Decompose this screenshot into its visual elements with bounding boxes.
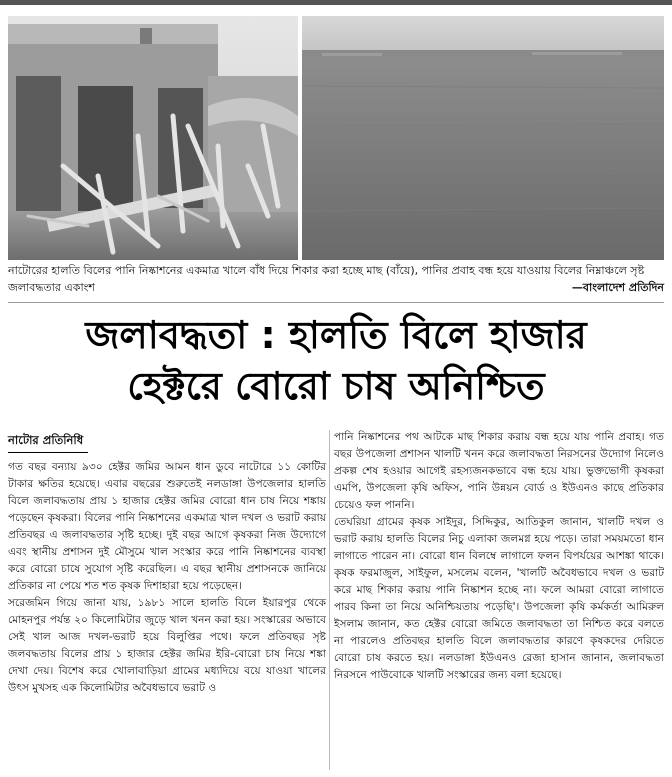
section-divider: [8, 302, 664, 303]
article-paragraph: গত বছর বন্যায় ৯৩০ হেক্টর জমির আমন ধান ডুবে নাটোরে ১১ কোটির টাকার ক্ষতির হয়েছে। এবার বছরের শুরুতেই নলডাঙ্গা উপজেলার হালতি বিলে জলাবদ্ধতায় প্রায় ১ হাজার হেক্টর জমির বোরো ধান চাষ নিয়ে শঙ্কায় পড়েছেন কৃষকরা। বিলের পানি নিষ্কাশনের একমাত্র খাল দখল ও ভরাট করায় প্রতিবছর এ জলাবদ্ধতার সৃষ্টি হচ্ছে। দুই বছর আগে কৃষকরা নিজ উদ্যোগে এবং স্থানীয় প্রশাসন দুই মৌসুমে খাল সংস্কার করে পানি নিষ্কাশনের ব্যবস্থা করে বোরো চাষে সুযোগ সৃষ্টি করেছিল। এ বছর স্থানীয় প্রশাসনকে জানিয়ে প্রতিকার না পেয়ে শত শত কৃষক দিশাহারা হয়ে পড়েছেন।: [8, 461, 326, 592]
headline: [8, 310, 664, 412]
article-column-right: [334, 429, 664, 684]
article-column-left: [8, 459, 326, 697]
flood-photo-illustration: [302, 16, 664, 260]
column-divider: [329, 430, 330, 770]
article-paragraph: তেঘরিয়া গ্রামের কৃষক সাইদুর, সিদ্দিকুর, আতিকুল জানান, খালটি দখল ও ভরাট করায় হালতি বিলের নিচু এলাকা জলমগ্ন হয়ে পড়ে। তারা সময়মতো ধান লাগাতে পারেন না। বোরো ধান বিলম্বে লাগালে ফলন বিপর্যয়ের আশঙ্কা থাকে। কৃষক ফরমাজুল, সাইফুল, মসলেম বলেন, 'খালটি অবৈধভাবে দখল ও ভরাট করে মাছ শিকার করায় পানি নিষ্কাশন হচ্ছে না। ফলে আমরা বোরো লাগাতে পারব কিনা তা নিয়ে অনিশ্চিয়তায় পড়েছি'। উপজেলা কৃষি কর্মকর্তা আমিরুল ইসলাম জানান, কত হেক্টর বোরো জমিতে জলাবদ্ধতা তা নিশ্চিত করে বলতে না পারলেও প্রতিবছর হালতি বিলে জলাবদ্ধতার কারণে কৃষকদের দেরিতে বোরো চাষ করতে হয়। নলডাঙ্গা ইউএনও রেজা হাসান জানান, জলাবদ্ধতা নিরসনে পাউবোকে খালটি সংস্কারের জন্য বলা হয়েছে।: [334, 516, 664, 681]
caption-text: নাটোরের হালতি বিলের পানি নিষ্কাশনের একমাত্র খালে বাঁধ দিয়ে শিকার করা হচ্ছে মাছ (বাঁয়ে), পানির প্রবাহ বন্ধ হয়ে যাওয়ায় বিলের নিম্নাঞ্চলে সৃষ্ট জলাবদ্ধতার একাংশ: [8, 264, 645, 294]
canal-photo-illustration: [8, 16, 298, 260]
top-rule: [0, 0, 672, 5]
headline-line-2: হেক্টরে বোরো চাষ অনিশ্চিত: [127, 364, 545, 408]
photo-credit: —বাংলাদেশ প্রতিদিন: [571, 281, 664, 294]
photo-canal-fishing: [8, 16, 298, 260]
article-paragraph: পানি নিষ্কাশনের পথ আটকে মাছ শিকার করায় বন্ধ হয়ে যায় পানি প্রবাহ। গত বছর উপজেলা প্রশাসন খালটি খনন করে জলাবদ্ধতা নিরসনের উদ্যোগ নিলেও প্রকল্প শেষ হওয়ার আগেই রহস্যজনকভাবে বন্ধ হয়ে যায়। ভুক্তভোগী কৃষকরা এমপি, উপজেলা কৃষি অফিস, পানি উন্নয়ন বোর্ড ও ইউএনও কাছে প্রতিকার চেয়েও ফল পাননি।: [334, 431, 664, 511]
headline-line-1: জলাবদ্ধতা : হালতি বিলে হাজার: [85, 313, 587, 357]
byline: নাটোর প্রতিনিধি: [8, 432, 88, 453]
article-paragraph: সরেজমিন গিয়ে জানা যায়, ১৯৮১ সালে হালতি বিলে ইয়ারপুর থেকে মোহনপুর পর্যন্ত ২০ কিলোমিটার জুড়ে খাল খনন করা হয়। সংস্কারের অভাবে সেই খাল আজ দখল-ভরাট হয়ে বিলুপ্তির পথে। ফলে প্রতিবছর সৃষ্ট জলবদ্ধতায় বিলের প্রায় ১ হাজার হেক্টর জমির ইরি-বোরো চাষ নিয়ে শঙ্কা দেখা দেয়। বিশেষ করে খোলাবাড়িয়া গ্রামের মধ্যদিয়ে বয়ে যাওয়া খালের উৎস মুখসহ এক কিলোমিটার অবৈধভাবে ভরাট ও: [8, 597, 326, 694]
photo-flooded-field: [302, 16, 664, 260]
photo-caption: [8, 262, 664, 298]
